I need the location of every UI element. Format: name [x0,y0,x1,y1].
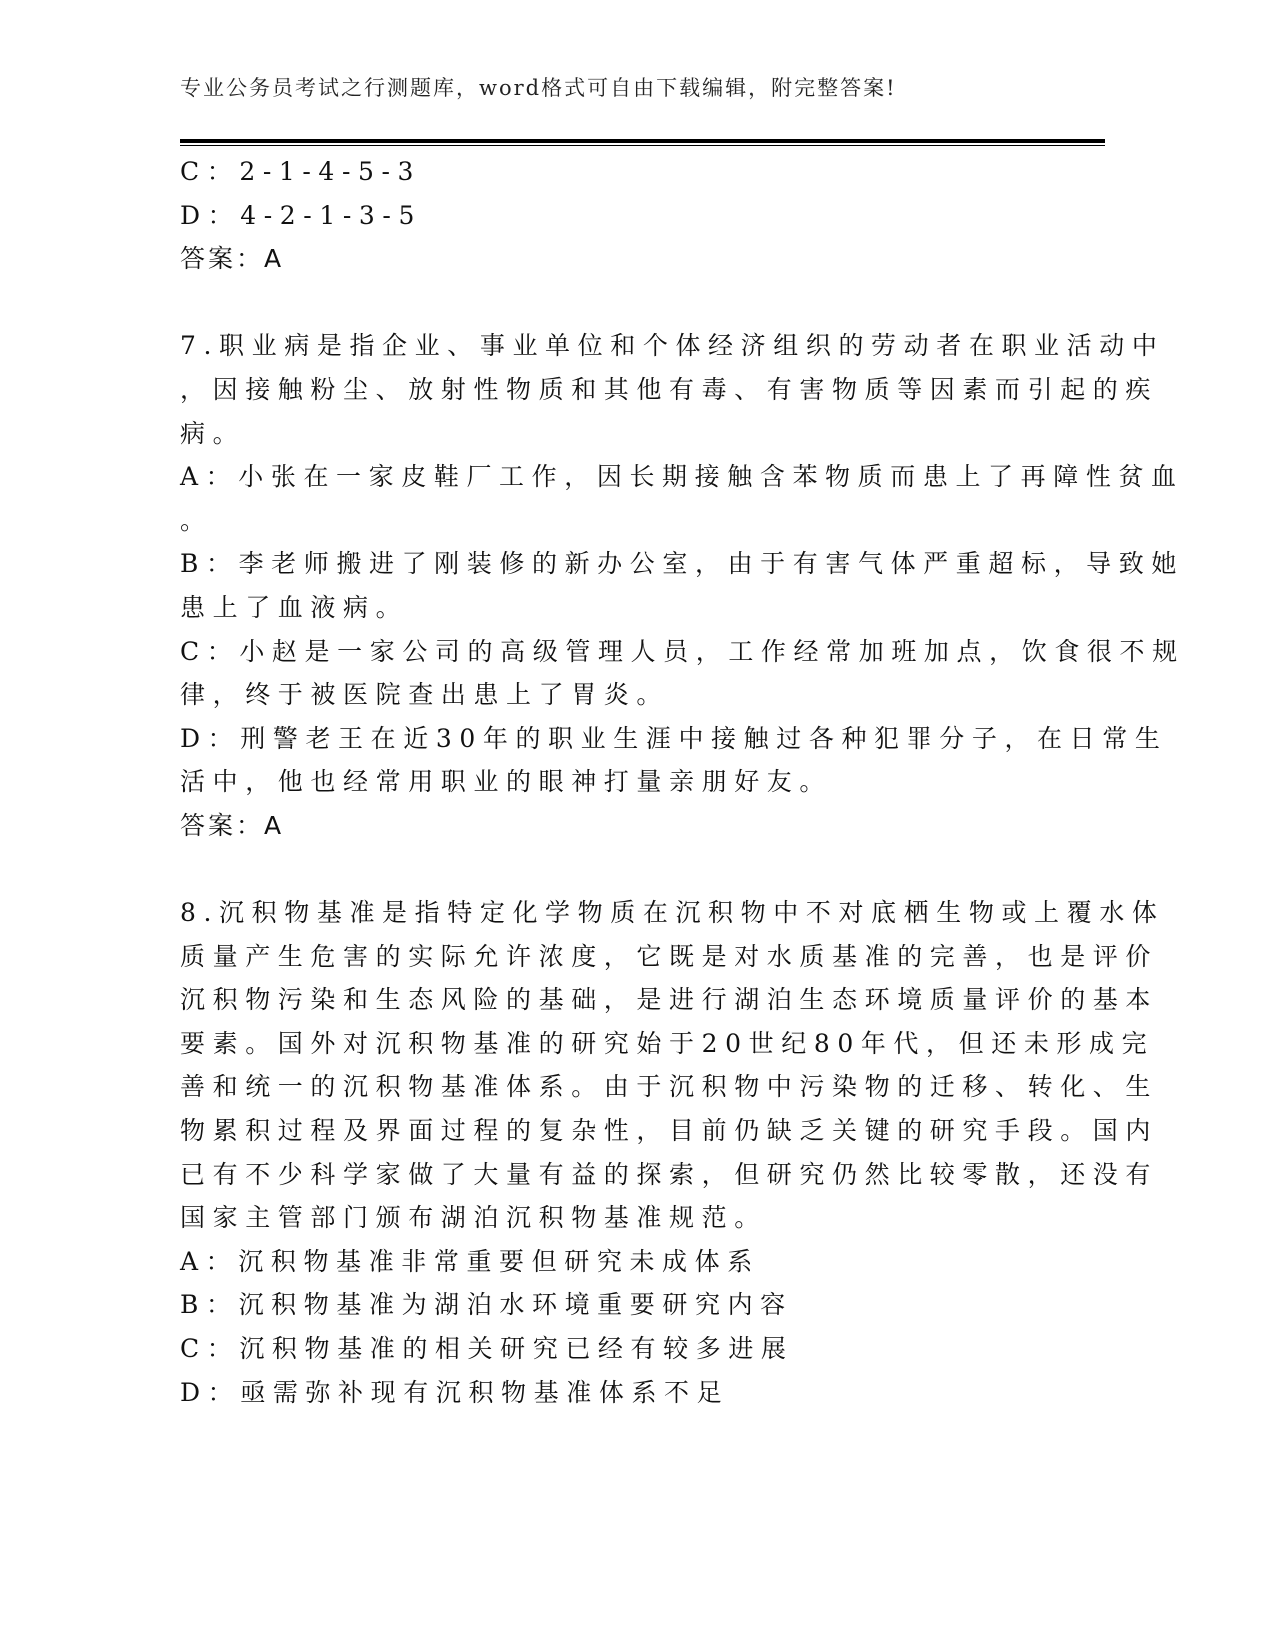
question-stem: 7.职业病是指企业、事业单位和个体经济组织的劳动者在职业活动中 [180,331,1165,361]
question-stem: ，因接触粉尘、放射性物质和其他有毒、有害物质等因素而引起的疾 [180,374,1159,404]
option-d: D：刑警老王在近30年的职业生涯中接触过各种犯罪分子，在日常生 [180,723,1168,753]
option-a: 。 [180,505,213,535]
question-8 [180,891,1165,1414]
question-stem: 病。 [180,418,246,448]
question-7 [180,324,1185,847]
question-stem: 要素。国外对沉积物基准的研究始于20世纪80年代，但还未形成完 [180,1028,1155,1058]
question-stem: 国家主管部门颁布湖泊沉积物基准规范。 [180,1203,767,1233]
option-c: C：小赵是一家公司的高级管理人员，工作经常加班加点，饮食很不规 [180,636,1185,666]
option-c: 律，终于被医院查出患上了胃炎。 [180,680,670,710]
question-stem: 质量产生危害的实际允许浓度，它既是对水质基准的完善，也是评价 [180,941,1159,971]
option-c: C：沉积物基准的相关研究已经有较多进展 [180,1334,794,1364]
header-rule-thin [180,145,1105,146]
answer: 答案：A [180,244,285,274]
option-b: B：沉积物基准为湖泊水环境重要研究内容 [180,1290,793,1320]
option-d: 活中，他也经常用职业的眼神打量亲朋好友。 [180,767,833,797]
option-c: C：2-1-4-5-3 [180,157,422,186]
option-b: 患上了血液病。 [180,592,409,622]
question-stem: 8.沉积物基准是指特定化学物质在沉积物中不对底栖生物或上覆水体 [180,898,1165,928]
question-stem: 善和统一的沉积物基准体系。由于沉积物中污染物的迁移、转化、生 [180,1072,1159,1102]
option-b: B：李老师搬进了刚装修的新办公室，由于有害气体严重超标，导致她 [180,549,1184,579]
option-a: A：沉积物基准非常重要但研究未成体系 [180,1246,760,1276]
previous-question-tail [180,150,1040,281]
option-d: D：亟需弥补现有沉积物基准体系不足 [180,1377,730,1407]
question-stem: 沉积物污染和生态风险的基础，是进行湖泊生态环境质量评价的基本 [180,985,1159,1015]
question-stem: 物累积过程及界面过程的复杂性，目前仍缺乏关键的研究手段。国内 [180,1116,1159,1146]
answer: 答案：A [180,810,285,840]
header-rule [180,139,1105,143]
option-a: A：小张在一家皮鞋厂工作，因长期接触含苯物质而患上了再障性贫血 [180,462,1184,492]
option-d: D：4-2-1-3-5 [180,200,422,230]
question-stem: 已有不少科学家做了大量有益的探索，但研究仍然比较零散，还没有 [180,1159,1159,1189]
page-header: 专业公务员考试之行测题库，word格式可自由下载编辑，附完整答案! [180,76,897,100]
document-body [180,150,1185,1414]
